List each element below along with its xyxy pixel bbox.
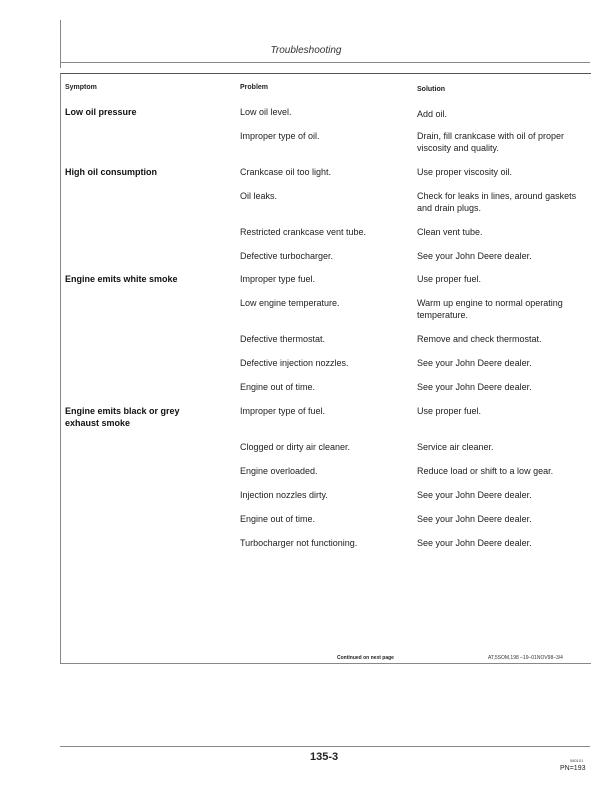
- footer-rule: [60, 746, 590, 747]
- solution-cell: Reduce load or shift to a low gear.: [417, 466, 554, 476]
- solution-cell: See your John Deere dealer.: [417, 538, 532, 548]
- header-rule: [60, 62, 590, 63]
- column-header-symptom: Symptom: [65, 84, 97, 91]
- symptom-label: Engine emits white smoke: [65, 274, 178, 284]
- symptom-label: Engine emits black or grey exhaust smoke: [65, 406, 180, 428]
- solution-cell: Warm up engine to normal operating temperature.: [417, 298, 563, 320]
- symptom-label: High oil consumption: [65, 167, 157, 177]
- document-code: AT,5SOM,198 –19–01NOV98–3/4: [488, 655, 563, 661]
- problem-cell: Engine out of time.: [240, 382, 316, 392]
- continued-note: Continued on next page: [337, 655, 394, 661]
- problem-cell: Defective injection nozzles.: [240, 358, 349, 368]
- column-header-solution: Solution: [417, 86, 445, 93]
- problem-cell: Low oil level.: [240, 107, 292, 117]
- footer-small-code: 080101: [570, 758, 584, 763]
- problem-cell: Low engine temperature.: [240, 298, 340, 308]
- problem-cell: Improper type of oil.: [240, 131, 320, 141]
- pn-number: PN=193: [560, 765, 586, 772]
- solution-cell: See your John Deere dealer.: [417, 251, 532, 261]
- solution-cell: Use proper fuel.: [417, 406, 482, 416]
- problem-cell: Defective thermostat.: [240, 334, 326, 344]
- problem-cell: Improper type of fuel.: [240, 406, 326, 416]
- problem-cell: Turbocharger not functioning.: [240, 538, 358, 548]
- problem-cell: Oil leaks.: [240, 191, 278, 201]
- solution-cell: See your John Deere dealer.: [417, 514, 532, 524]
- solution-cell: Clean vent tube.: [417, 227, 483, 237]
- solution-cell: See your John Deere dealer.: [417, 382, 532, 392]
- problem-cell: Engine overloaded.: [240, 466, 318, 476]
- solution-cell: Use proper fuel.: [417, 274, 482, 284]
- solution-cell: See your John Deere dealer.: [417, 490, 532, 500]
- solution-cell: Service air cleaner.: [417, 442, 494, 452]
- solution-cell: Remove and check thermostat.: [417, 334, 542, 344]
- column-header-problem: Problem: [240, 84, 269, 91]
- solution-cell: Use proper viscosity oil.: [417, 167, 513, 177]
- solution-cell: See your John Deere dealer.: [417, 358, 532, 368]
- solution-cell: Drain, fill crankcase with oil of proper viscosity and quality.: [417, 131, 565, 153]
- problem-cell: Defective turbocharger.: [240, 251, 334, 261]
- problem-cell: Engine out of time.: [240, 514, 316, 524]
- symptom-label: Low oil pressure: [65, 107, 137, 117]
- problem-cell: Restricted crankcase vent tube.: [240, 227, 367, 237]
- problem-cell: Improper type fuel.: [240, 274, 316, 284]
- problem-cell: Injection nozzles dirty.: [240, 490, 328, 500]
- problem-cell: Crankcase oil too light.: [240, 167, 332, 177]
- page-header-title: Troubleshooting: [270, 45, 342, 56]
- problem-cell: Clogged or dirty air cleaner.: [240, 442, 351, 452]
- page-number: 135-3: [310, 751, 339, 763]
- frame-line: [60, 20, 61, 68]
- solution-cell: Check for leaks in lines, around gaskets and drain plugs.: [417, 191, 577, 213]
- solution-cell: Add oil.: [417, 109, 448, 119]
